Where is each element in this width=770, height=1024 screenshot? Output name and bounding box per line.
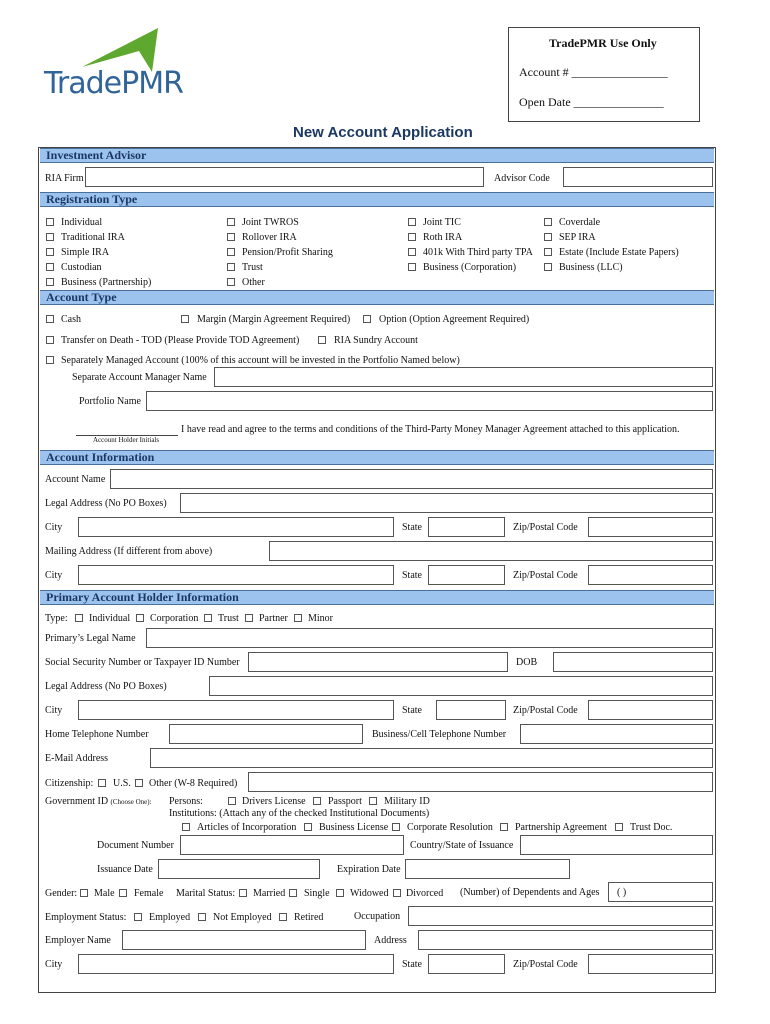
reg-simple-ira-checkbox[interactable] — [46, 248, 54, 256]
acct-sma-checkbox[interactable] — [46, 356, 54, 364]
legal-name-input[interactable] — [146, 628, 713, 648]
business-phone-label: Business/Cell Telephone Number — [372, 729, 507, 740]
divorced-checkbox[interactable] — [393, 889, 401, 897]
reg-business-llc-checkbox[interactable] — [544, 263, 552, 271]
single-label: Single — [304, 888, 330, 899]
reg-custodian-label: Custodian — [61, 262, 102, 273]
citizenship-label: Citizenship: — [45, 778, 94, 789]
reg-business-corporation-label: Business (Corporation) — [423, 262, 517, 273]
retired-label: Retired — [294, 912, 324, 923]
citizenship-other-checkbox[interactable] — [135, 779, 143, 787]
type-trust-checkbox[interactable] — [204, 614, 212, 622]
type-partner-label: Partner — [259, 613, 288, 624]
mailing-city-label: City — [45, 570, 63, 581]
home-phone-label: Home Telephone Number — [45, 729, 149, 740]
type-individual-label: Individual — [89, 613, 131, 624]
reg-other-label: Other — [242, 277, 265, 288]
acct-sma-label: Separately Managed Account (100% of this account will be invested in the Portfolio Named below) — [61, 355, 460, 366]
reg-rollover-ira-label: Rollover IRA — [242, 232, 297, 243]
legal-name-label: Primary’s Legal Name — [45, 633, 136, 644]
employed-label: Employed — [149, 912, 191, 923]
married-label: Married — [253, 888, 286, 899]
state-input[interactable] — [428, 517, 505, 537]
institutions-label: Institutions: (Attach any of the checked Institutional Documents) — [169, 808, 430, 819]
corporate-resolution-label: Corporate Resolution — [407, 822, 493, 833]
mailing-address-label: Mailing Address (If different from above) — [45, 546, 213, 557]
ssn-label: Social Security Number or Taxpayer ID Number — [45, 657, 240, 668]
email-input[interactable] — [150, 748, 713, 768]
employment-label: Employment Status: — [45, 912, 127, 923]
initials-label: Account Holder Initials — [93, 436, 160, 444]
military-id-label: Military ID — [384, 796, 430, 807]
reg-joint-tic-label: Joint TIC — [423, 217, 461, 228]
reg-traditional-ira-checkbox[interactable] — [46, 233, 54, 241]
section-primary-holder: Primary Account Holder Information — [40, 590, 714, 605]
expiration-date-label: Expiration Date — [337, 864, 401, 875]
reg-custodian-checkbox[interactable] — [46, 263, 54, 271]
marital-label: Marital Status: — [176, 888, 236, 899]
employer-state-input[interactable] — [428, 954, 505, 974]
type-minor-checkbox[interactable] — [294, 614, 302, 622]
divorced-label: Divorced — [406, 888, 444, 899]
ssn-input[interactable] — [248, 652, 508, 672]
military-id-checkbox[interactable] — [369, 797, 377, 805]
reg-sep-ira-checkbox[interactable] — [544, 233, 552, 241]
primary-zip-label: Zip/Postal Code — [513, 705, 578, 716]
logo-trade: Trade — [44, 66, 122, 101]
type-partner-checkbox[interactable] — [245, 614, 253, 622]
persons-label: Persons: — [169, 796, 203, 807]
portfolio-name-input[interactable] — [146, 391, 713, 411]
reg-sep-ira-label: SEP IRA — [559, 232, 596, 243]
reg-coverdale-label: Coverdale — [559, 217, 601, 228]
reg-individual-label: Individual — [61, 217, 103, 228]
choose-one-text: (Choose One): — [110, 798, 152, 806]
gov-id-label — [45, 796, 152, 808]
gender-male-checkbox[interactable] — [80, 889, 88, 897]
state-label: State — [402, 522, 422, 533]
issuance-date-label: Issuance Date — [97, 864, 153, 875]
primary-legal-address-label: Legal Address (No PO Boxes) — [45, 681, 167, 692]
passport-checkbox[interactable] — [313, 797, 321, 805]
issuance-date-input[interactable] — [158, 859, 320, 879]
reg-estate-checkbox[interactable] — [544, 248, 552, 256]
account-number-field[interactable]: Account # ________________ — [519, 65, 668, 79]
office-use-box — [508, 27, 700, 122]
citizenship-other-input[interactable] — [248, 772, 713, 792]
reg-roth-ira-label: Roth IRA — [423, 232, 463, 243]
trust-doc-label: Trust Doc. — [630, 822, 673, 833]
employer-name-label: Employer Name — [45, 935, 111, 946]
primary-state-label: State — [402, 705, 422, 716]
reg-business-corporation-checkbox[interactable] — [408, 263, 416, 271]
employer-state-label: State — [402, 959, 422, 970]
gov-id-text: Government ID — [45, 796, 109, 807]
acct-cash-checkbox[interactable] — [46, 315, 54, 323]
city-label: City — [45, 522, 63, 533]
mailing-address-input[interactable] — [269, 541, 713, 561]
mailing-zip-input[interactable] — [588, 565, 713, 585]
type-minor-label: Minor — [308, 613, 333, 624]
acct-tod-checkbox[interactable] — [46, 336, 54, 344]
form-title: New Account Application — [293, 124, 473, 141]
account-name-input[interactable] — [110, 469, 713, 489]
dependents-input[interactable] — [608, 882, 713, 902]
gender-female-label: Female — [134, 888, 164, 899]
single-checkbox[interactable] — [289, 889, 297, 897]
reg-pension-checkbox[interactable] — [227, 248, 235, 256]
passport-label: Passport — [328, 796, 362, 807]
occupation-input[interactable] — [408, 906, 713, 926]
home-phone-input[interactable] — [169, 724, 363, 744]
manager-name-input[interactable] — [214, 367, 713, 387]
acct-option-checkbox[interactable] — [363, 315, 371, 323]
employer-address-label: Address — [374, 935, 407, 946]
reg-trust-checkbox[interactable] — [227, 263, 235, 271]
mailing-state-input[interactable] — [428, 565, 505, 585]
reg-joint-twros-checkbox[interactable] — [227, 218, 235, 226]
not-employed-checkbox[interactable] — [198, 913, 206, 921]
reg-traditional-ira-label: Traditional IRA — [61, 232, 125, 243]
married-checkbox[interactable] — [239, 889, 247, 897]
section-investment-advisor: Investment Advisor — [40, 148, 714, 163]
employer-zip-input[interactable] — [588, 954, 713, 974]
dependents-label: (Number) of Dependents and Ages — [460, 887, 600, 898]
mailing-zip-label: Zip/Postal Code — [513, 570, 578, 581]
portfolio-name-label: Portfolio Name — [79, 396, 141, 407]
type-label: Type: — [45, 613, 68, 624]
type-corporation-checkbox[interactable] — [136, 614, 144, 622]
widowed-label: Widowed — [350, 888, 389, 899]
reg-estate-label: Estate (Include Estate Papers) — [559, 247, 679, 258]
acct-cash-label: Cash — [61, 314, 81, 325]
reg-401k-label: 401k With Third party TPA — [423, 247, 533, 258]
mailing-state-label: State — [402, 570, 422, 581]
logo-wordmark — [44, 67, 183, 101]
ria-firm-input[interactable] — [85, 167, 484, 187]
zip-label: Zip/Postal Code — [513, 522, 578, 533]
acct-ria-sundry-checkbox[interactable] — [318, 336, 326, 344]
account-name-label: Account Name — [45, 474, 106, 485]
primary-state-input[interactable] — [436, 700, 506, 720]
acct-margin-label: Margin (Margin Agreement Required) — [197, 314, 351, 325]
not-employed-label: Not Employed — [213, 912, 272, 923]
primary-city-input[interactable] — [78, 700, 394, 720]
advisor-code-input[interactable] — [563, 167, 713, 187]
type-trust-label: Trust — [218, 613, 239, 624]
reg-joint-tic-checkbox[interactable] — [408, 218, 416, 226]
manager-name-label: Separate Account Manager Name — [72, 372, 207, 383]
zip-input[interactable] — [588, 517, 713, 537]
reg-business-llc-label: Business (LLC) — [559, 262, 623, 273]
reg-simple-ira-label: Simple IRA — [61, 247, 110, 258]
employer-city-input[interactable] — [78, 954, 394, 974]
acct-option-label: Option (Option Agreement Required) — [379, 314, 530, 325]
reg-joint-twros-label: Joint TWROS — [242, 217, 299, 228]
reg-business-partnership-checkbox[interactable] — [46, 278, 54, 286]
business-license-checkbox[interactable] — [304, 823, 312, 831]
reg-rollover-ira-checkbox[interactable] — [227, 233, 235, 241]
acct-margin-checkbox[interactable] — [181, 315, 189, 323]
section-registration-type: Registration Type — [40, 192, 714, 207]
agreement-text: I have read and agree to the terms and conditions of the Third-Party Money Manager Agreement attached to this application. — [181, 424, 680, 435]
document-number-input[interactable] — [180, 835, 404, 855]
corporate-resolution-checkbox[interactable] — [392, 823, 400, 831]
gender-label: Gender: — [45, 888, 78, 899]
type-corporation-label: Corporation — [150, 613, 199, 624]
dob-input[interactable] — [553, 652, 713, 672]
acct-tod-label: Transfer on Death - TOD (Please Provide TOD Agreement) — [61, 335, 300, 346]
reg-other-checkbox[interactable] — [227, 278, 235, 286]
drivers-license-label: Drivers License — [242, 796, 306, 807]
primary-legal-address-input[interactable] — [209, 676, 713, 696]
reg-business-partnership-label: Business (Partnership) — [61, 277, 152, 288]
section-account-information: Account Information — [40, 450, 714, 465]
reg-401k-checkbox[interactable] — [408, 248, 416, 256]
country-state-input[interactable] — [520, 835, 713, 855]
primary-city-label: City — [45, 705, 63, 716]
reg-coverdale-checkbox[interactable] — [544, 218, 552, 226]
employed-checkbox[interactable] — [134, 913, 142, 921]
business-license-label: Business License — [319, 822, 389, 833]
citizenship-other-label: Other (W-8 Required) — [149, 778, 238, 789]
advisor-code-label: Advisor Code — [494, 173, 550, 184]
employer-zip-label: Zip/Postal Code — [513, 959, 578, 970]
occupation-label: Occupation — [354, 911, 401, 922]
gender-male-label: Male — [94, 888, 115, 899]
business-phone-input[interactable] — [520, 724, 713, 744]
articles-incorporation-checkbox[interactable] — [182, 823, 190, 831]
city-input[interactable] — [78, 517, 394, 537]
legal-address-label: Legal Address (No PO Boxes) — [45, 498, 167, 509]
gender-female-checkbox[interactable] — [119, 889, 127, 897]
country-state-label: Country/State of Issuance — [410, 840, 514, 851]
ria-firm-label: RIA Firm — [45, 173, 84, 184]
reg-pension-label: Pension/Profit Sharing — [242, 247, 333, 258]
partnership-agreement-checkbox[interactable] — [500, 823, 508, 831]
email-label: E-Mail Address — [45, 753, 109, 764]
open-date-field[interactable]: Open Date _______________ — [519, 95, 664, 109]
drivers-license-checkbox[interactable] — [228, 797, 236, 805]
office-use-title: TradePMR Use Only — [549, 36, 657, 50]
employer-name-input[interactable] — [122, 930, 366, 950]
expiration-date-input[interactable] — [405, 859, 570, 879]
section-account-type: Account Type — [40, 290, 714, 305]
citizenship-us-checkbox[interactable] — [98, 779, 106, 787]
dob-label: DOB — [516, 657, 538, 668]
citizenship-us-label: U.S. — [113, 778, 131, 789]
articles-incorporation-label: Articles of Incorporation — [197, 822, 297, 833]
logo-pmr: PMR — [121, 66, 183, 101]
trust-doc-checkbox[interactable] — [615, 823, 623, 831]
type-individual-checkbox[interactable] — [75, 614, 83, 622]
mailing-city-input[interactable] — [78, 565, 394, 585]
acct-ria-sundry-label: RIA Sundry Account — [334, 335, 418, 346]
reg-individual-checkbox[interactable] — [46, 218, 54, 226]
employer-city-label: City — [45, 959, 63, 970]
partnership-agreement-label: Partnership Agreement — [515, 822, 607, 833]
reg-roth-ira-checkbox[interactable] — [408, 233, 416, 241]
widowed-checkbox[interactable] — [336, 889, 344, 897]
primary-zip-input[interactable] — [588, 700, 713, 720]
employer-address-input[interactable] — [418, 930, 713, 950]
document-number-label: Document Number — [97, 840, 174, 851]
legal-address-input[interactable] — [180, 493, 713, 513]
dependents-value: ( ) — [617, 887, 627, 898]
reg-trust-label: Trust — [242, 262, 263, 273]
retired-checkbox[interactable] — [279, 913, 287, 921]
